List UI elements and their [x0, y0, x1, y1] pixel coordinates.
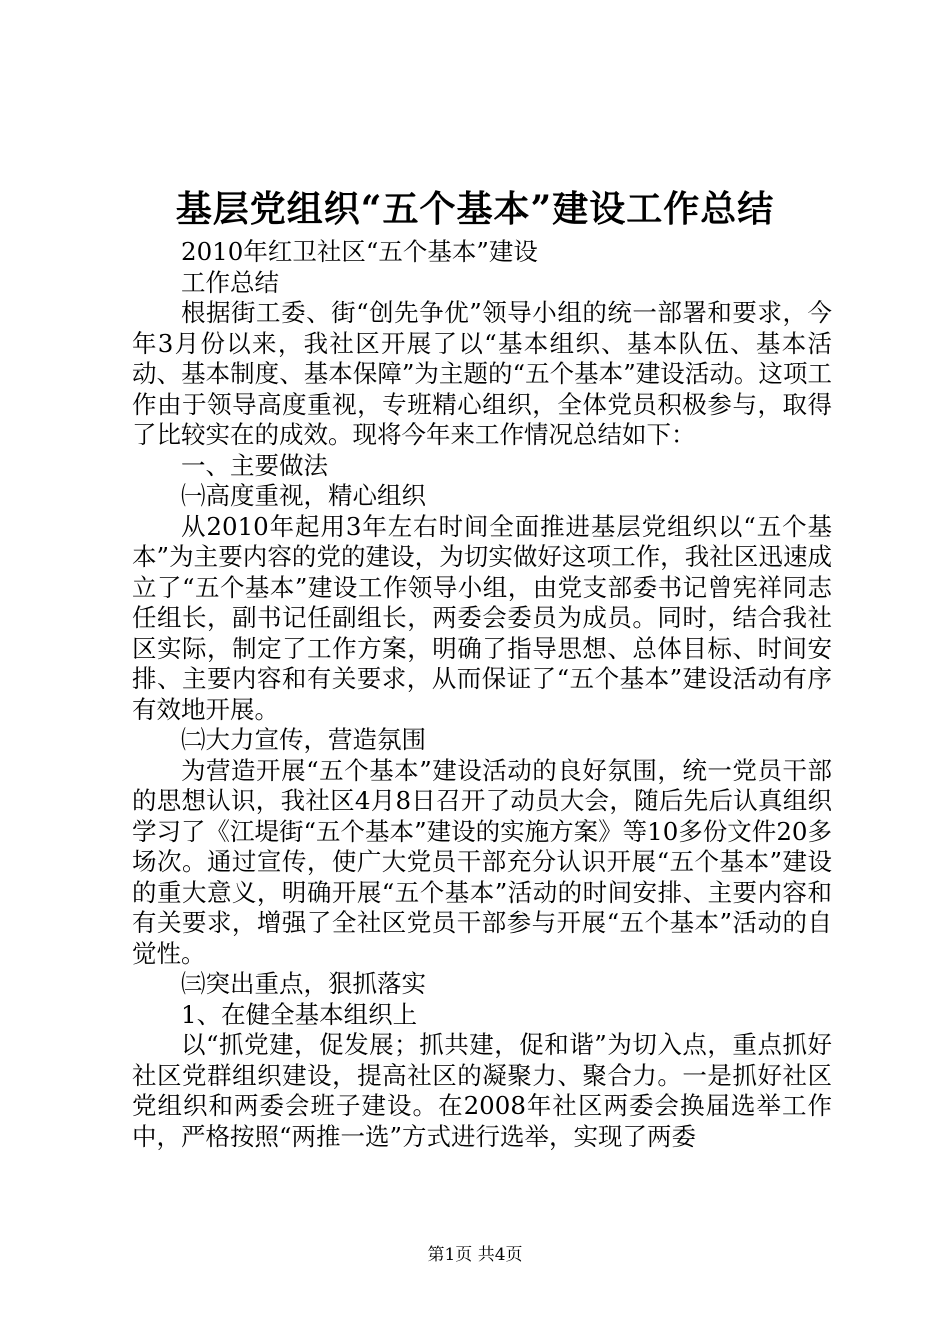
item-heading-1: 1、在健全基本组织上 [181, 999, 418, 1029]
page-number-footer: 第1页 共4页 [427, 1245, 523, 1265]
section-heading: 一、主要做法 [181, 450, 328, 480]
paragraph-organization: 从2010年起用3年左右时间全面推进基层党组织以“五个基本”为主要内容的党的建设，为切实做好这项工作，我社区迅速成立了“五个基本”建设工作领导小组，由党支部委书记曾宪祥同志任组长，副书记任副组长，两委会委员为成员。同时，结合我社区实际，制定了工作方案，明确了指导思想、总体目标、时间安排、主要内容和有关要求，从而保证了“五个基本”建设活动有序有效地开展。 [132, 511, 832, 724]
document-title: 基层党组织“五个基本”建设工作总结 [175, 188, 775, 230]
intro-paragraph: 根据街工委、街“创先争优”领导小组的统一部署和要求，今年3月份以来，我社区开展了以“基本组织、基本队伍、基本活动、基本制度、基本保障”为主题的“五个基本”建设活动。这项工作由于领导高度重视，专班精心组织，全体党员积极参与，取得了比较实在的成效。现将今年来工作情况总结如下： [132, 298, 832, 449]
paragraph-basic-organization: 以“抓党建，促发展；抓共建，促和谐”为切入点，重点抓好社区党群组织建设，提高社区的凝聚力、聚合力。一是抓好社区党组织和两委会班子建设。在2008年社区两委会换届选举工作中，严格按照“两推一选”方式进行选举，实现了两委 [132, 1030, 832, 1151]
subtitle-line-1: 2010年红卫社区“五个基本”建设 [181, 237, 538, 266]
subsection-heading-2: ㈡大力宣传，营造氛围 [181, 725, 426, 754]
subtitle-line-2: 工作总结 [181, 267, 279, 297]
subsection-heading-1: ㈠高度重视，精心组织 [181, 481, 426, 510]
paragraph-publicity: 为营造开展“五个基本”建设活动的良好氛围，统一党员干部的思想认识，我社区4月8日召开了动员大会，随后先后认真组织学习了《江堤街“五个基本”建设的实施方案》等10多份文件20多场次。通过宣传，使广大党员干部充分认识开展“五个基本”建设的重大意义，明确开展“五个基本”活动的时间安排、主要内容和有关要求，增强了全社区党员干部参与开展“五个基本”活动的自觉性。 [132, 755, 832, 968]
subsection-heading-3: ㈢突出重点，狠抓落实 [181, 969, 426, 998]
document-body [132, 237, 832, 1152]
